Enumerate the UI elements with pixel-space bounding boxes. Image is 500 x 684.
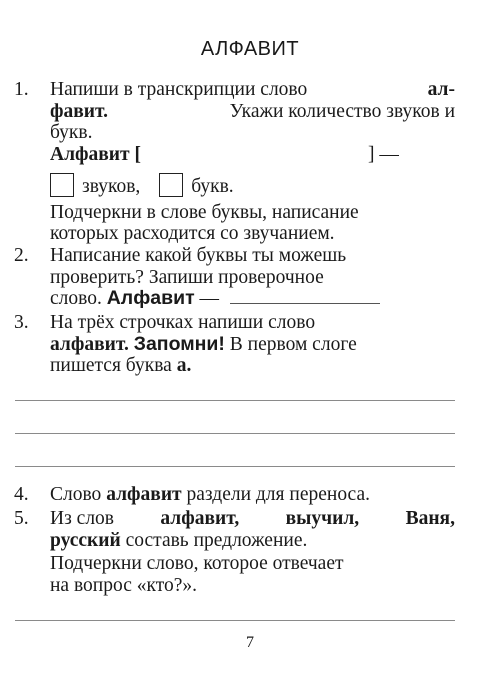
task-1-line-7: которых расходится со звучанием. — [50, 223, 335, 244]
writing-line-2[interactable] — [15, 433, 455, 434]
task-1-line-2: фавит. Укажи количество звуков и — [50, 101, 455, 122]
writing-line-4[interactable] — [15, 620, 455, 621]
task-5-line-1: Из слов алфавит, выучил, Ваня, — [50, 508, 455, 529]
task-1-transcription-line: Алфавит [ ] — — [50, 144, 399, 165]
task-4-number: 4. — [14, 484, 29, 505]
task-1-line-3: букв. — [50, 122, 93, 143]
task-3-line-2: алфавит. Запомни! В первом слоге — [50, 333, 357, 355]
task-1-number: 1. — [14, 79, 29, 100]
writing-line-1[interactable] — [15, 400, 455, 401]
task-3-line-3: пишется буква а. — [50, 355, 192, 376]
task-4-line-1: Слово алфавит раздели для переноса. — [50, 484, 370, 505]
task-3-number: 3. — [14, 312, 29, 333]
writing-line-3[interactable] — [15, 466, 455, 467]
task-2-line-2: проверить? Запиши проверочное — [50, 267, 324, 288]
task-5-number: 5. — [14, 508, 29, 529]
check-word-blank[interactable] — [230, 289, 380, 304]
task-2-line-1: Написание какой буквы ты можешь — [50, 245, 347, 266]
task-2-line-3: слово. Алфавит — — [50, 288, 455, 309]
task-1-count-line: звуков, букв. — [50, 173, 455, 197]
task-1-line-6: Подчеркни в слове буквы, написание — [50, 202, 359, 223]
task-1-line-1: Напиши в транскрипции слово ал- — [50, 79, 455, 100]
task-5-line-2: русский составь предложение. — [50, 530, 308, 551]
page-title: АЛФАВИТ — [200, 38, 300, 60]
sounds-count-box[interactable] — [50, 173, 74, 197]
page-number: 7 — [246, 634, 254, 651]
task-5-line-4: на вопрос «кто?». — [50, 575, 198, 596]
task-3-line-1: На трёх строчках напиши слово — [50, 312, 316, 333]
task-5-line-3: Подчеркни слово, которое отвечает — [50, 553, 344, 574]
task-2-number: 2. — [14, 245, 29, 266]
letters-count-box[interactable] — [159, 173, 183, 197]
